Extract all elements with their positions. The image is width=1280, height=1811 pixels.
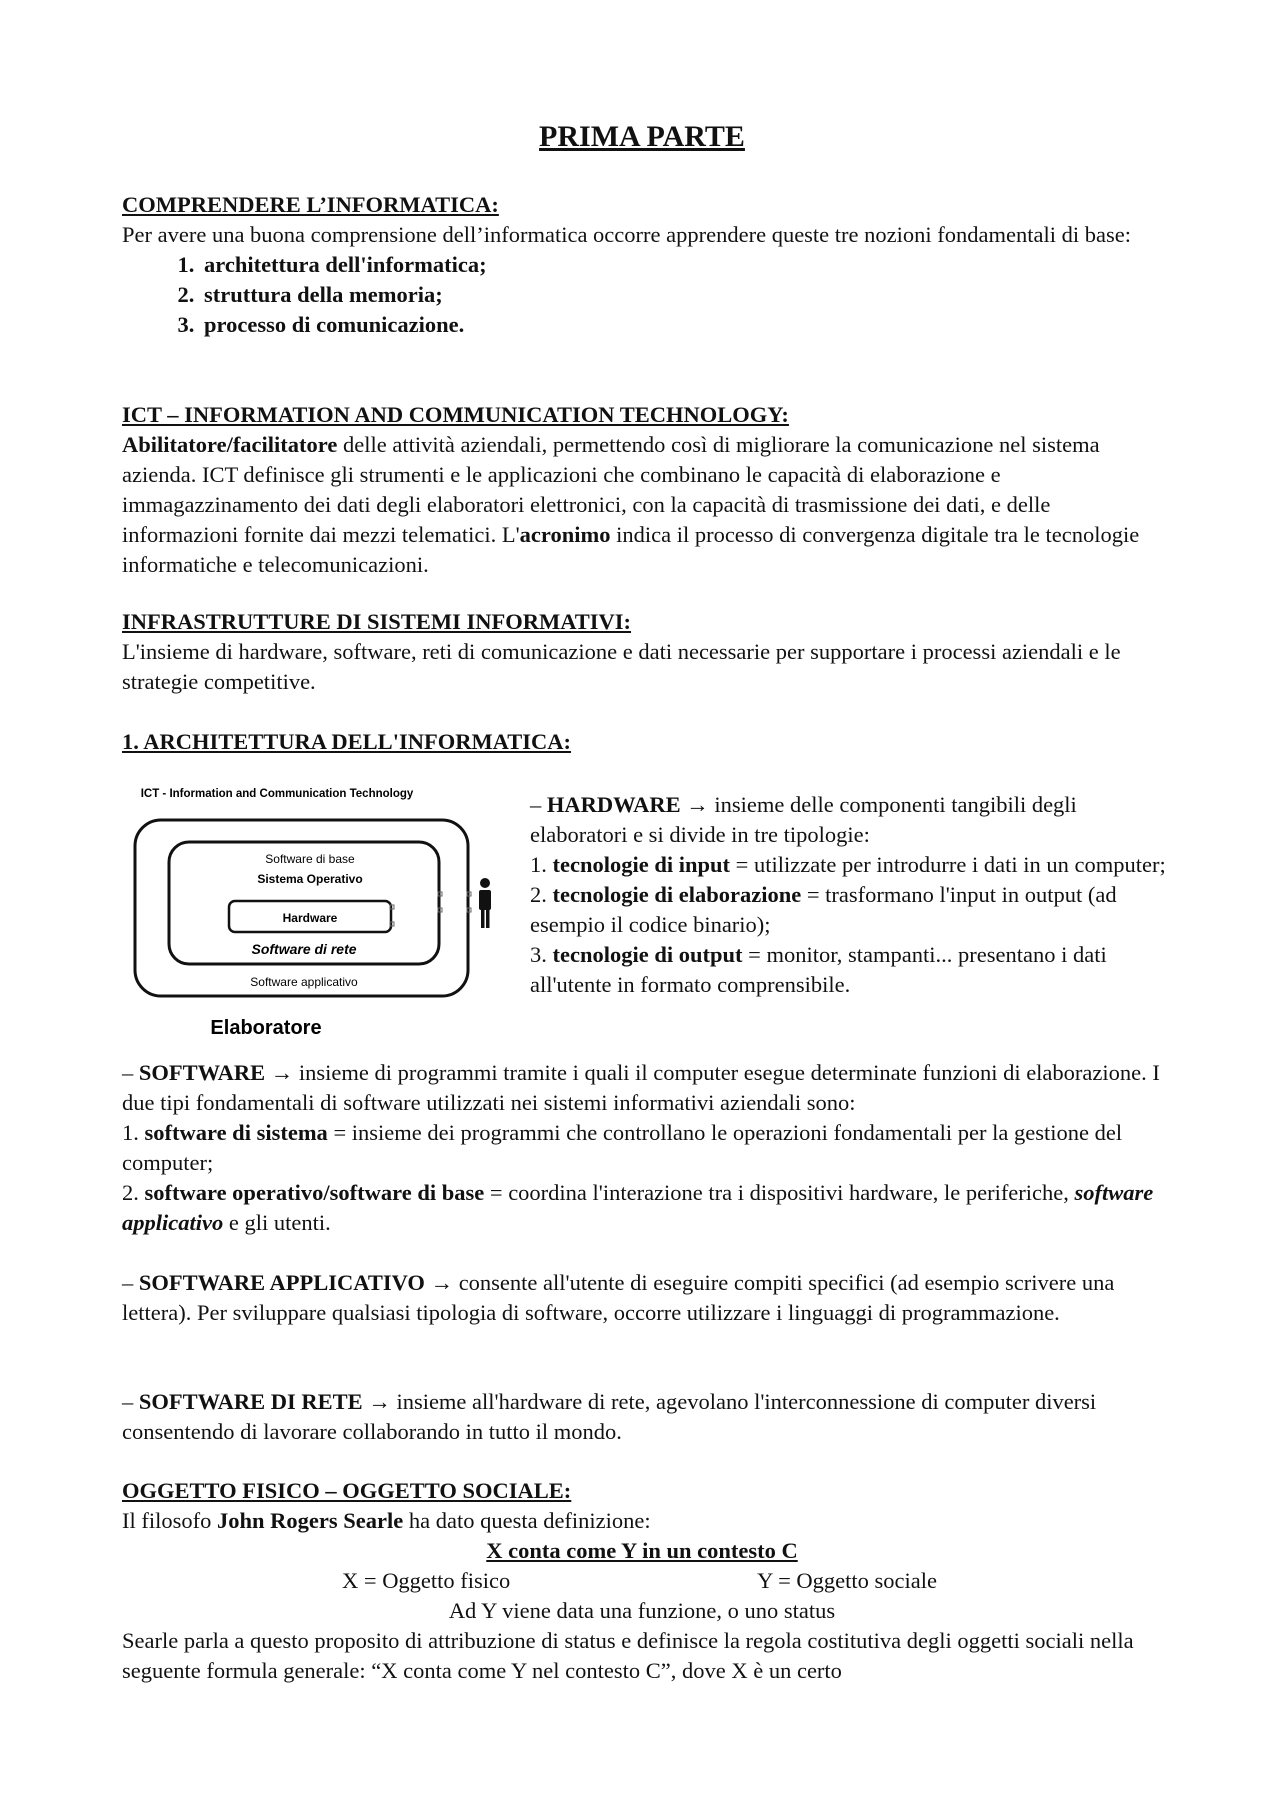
bold-term: SOFTWARE	[138, 1060, 266, 1085]
section-heading: 1. ARCHITETTURA DELL'INFORMATICA:	[122, 729, 572, 754]
item-number: 1.	[122, 1120, 145, 1145]
text-run: → consente all'utente di eseguire compiti specifici (ad esempio scrivere una lettera). Per sviluppare qualsiasi tipologia di software, occorre utilizzare i linguaggi di programmazione.	[122, 1270, 1115, 1325]
section-heading: COMPRENDERE L’INFORMATICA:	[122, 192, 499, 217]
text-run: → insieme delle componenti tangibili degli elaboratori e si divide in tre tipologie:	[530, 792, 1077, 847]
software-applicativo-section	[122, 1268, 1162, 1328]
section-heading: INFRASTRUTTURE DI SISTEMI INFORMATIVI:	[122, 609, 632, 634]
bold-term: tecnologie di elaborazione	[552, 882, 802, 907]
bold-italic-term: software applicativo	[122, 1180, 1154, 1235]
text-run: delle attività aziendali, permettendo così di migliorare la comunicazione nel sistema azienda. ICT definisce gli strumenti e le applicazioni che combinano le capacità di elaborazione e immagazzinamento dei dati degli elaboratori elettronici, con la capacità di trasmissione dei dati, e delle informazioni fornite dai mezzi telematici. L'	[122, 432, 1100, 547]
bold-term: tecnologie di input	[552, 852, 731, 877]
paragraph	[122, 1178, 1162, 1238]
paragraph: Per avere una buona comprensione dell’informatica occorre apprendere queste tre nozioni fondamentali di base:	[122, 222, 1131, 247]
text-run: = trasformano l'input in output (ad esempio il codice binario);	[530, 882, 1117, 937]
section-heading: ICT – INFORMATION AND COMMUNICATION TECHNOLOGY:	[122, 402, 789, 427]
list-item: 2. struttura della memoria;	[200, 280, 1162, 310]
elaboratore-diagram	[122, 780, 497, 1042]
bold-term: tecnologie di output	[552, 942, 743, 967]
hardware-label: Hardware	[282, 911, 338, 925]
software-applicativo-label: Software applicativo	[250, 975, 358, 989]
elaboratore-caption: Elaboratore	[210, 1017, 322, 1039]
list-item: 1. architettura dell'informatica;	[200, 250, 1162, 280]
formula-text: X conta come Y in un contesto C	[486, 1538, 798, 1563]
paragraph	[122, 430, 1162, 580]
section-ict	[122, 400, 1162, 580]
paragraph: – SOFTWARE DI RETE → insieme all'hardware di rete, agevolano l'interconnessione di computer diversi consentendo di lavorare collaborando in tutto il mondo.	[122, 1389, 1097, 1444]
text-run: Il filosofo	[122, 1508, 217, 1533]
list-item: 3. processo di comunicazione.	[200, 310, 1162, 340]
x-definition: X = Oggetto fisico	[342, 1568, 511, 1593]
text-run: indica il processo di convergenza digitale tra le tecnologie informatiche e telecomunicazioni.	[122, 522, 1140, 577]
bold-term: software di sistema	[144, 1120, 328, 1145]
text-run: = utilizzate per introdurre i dati in un computer;	[730, 852, 1166, 877]
paragraph	[530, 850, 1170, 880]
software-base-label: Software di base	[265, 852, 355, 866]
section-infrastrutture	[122, 607, 1162, 697]
item-number: 2.	[122, 1180, 145, 1205]
text-run: = coordina l'interazione tra i dispositivi hardware, le periferiche,	[484, 1180, 1075, 1205]
text-run: ha dato questa definizione:	[403, 1508, 651, 1533]
item-number: 2.	[530, 882, 553, 907]
software-rete-section	[122, 1387, 1162, 1447]
text-run: = monitor, stampanti... presentano i dati all'utente in formato comprensibile.	[530, 942, 1107, 997]
outer-frame	[135, 820, 468, 996]
section-architettura	[122, 727, 1162, 757]
software-rete-label: Software di rete	[251, 941, 357, 957]
page-title: PRIMA PARTE	[539, 120, 745, 153]
hardware-description	[530, 790, 1170, 1000]
formula	[122, 1536, 1162, 1566]
sistema-operativo-label: Sistema Operativo	[257, 872, 363, 886]
text-run: → insieme all'hardware di rete, agevolano l'interconnessione di computer diversi consentendo di lavorare collaborando in tutto il mondo.	[122, 1389, 1097, 1444]
person-icon	[479, 878, 491, 928]
paragraph: Searle parla a questo proposito di attribuzione di status e definisce la regola costitutiva degli oggetti sociali nella seguente formula generale: “X conta come Y nel contesto C”, dove X è un certo	[122, 1628, 1134, 1683]
section-oggetto	[122, 1476, 1162, 1686]
item-number: 3.	[530, 942, 553, 967]
function-line: Ad Y viene data una funzione, o uno status	[448, 1598, 836, 1623]
software-section	[122, 1058, 1162, 1238]
bold-term: Abilitatore/facilitatore	[122, 432, 338, 457]
bold-term: John Rogers Searle	[217, 1508, 404, 1533]
bold-term: SOFTWARE DI RETE	[138, 1389, 363, 1414]
y-definition: Y = Oggetto sociale	[757, 1568, 937, 1593]
paragraph: – SOFTWARE → insieme di programmi tramite i quali il computer esegue determinate funzioni di elaborazione. I due tipi fondamentali di software utilizzati nei sistemi informativi aziendali sono:	[122, 1060, 1160, 1115]
paragraph	[122, 1118, 1162, 1178]
text-run: → insieme di programmi tramite i quali il computer esegue determinate funzioni di elaborazione. I due tipi fondamentali di software utilizzati nei sistemi informativi aziendali sono:	[122, 1060, 1160, 1115]
bold-term: HARDWARE	[546, 792, 681, 817]
paragraph: – HARDWARE → insieme delle componenti tangibili degli elaboratori e si divide in tre tipologie:	[530, 792, 1077, 847]
text-run: e gli utenti.	[223, 1210, 331, 1235]
paragraph	[530, 880, 1170, 940]
bold-term: SOFTWARE APPLICATIVO	[138, 1270, 425, 1295]
paragraph	[122, 1506, 1162, 1536]
item-number: 1.	[530, 852, 553, 877]
paragraph	[530, 940, 1170, 1000]
paragraph: L'insieme di hardware, software, reti di comunicazione e dati necessarie per supportare i processi aziendali e le strategie competitive.	[122, 639, 1121, 694]
diagram-top-label: ICT - Information and Communication Technology	[140, 788, 414, 800]
paragraph: – SOFTWARE APPLICATIVO → consente all'utente di eseguire compiti specifici (ad esempio scrivere una lettera). Per sviluppare qualsiasi tipologia di software, occorre utilizzare i linguaggi di programmazione.	[122, 1270, 1115, 1325]
formula-definitions	[122, 1566, 1162, 1596]
section-comprendere	[122, 190, 1162, 340]
connector-dots	[390, 892, 471, 926]
diagram-svg	[122, 780, 497, 1042]
section-heading: OGGETTO FISICO – OGGETTO SOCIALE:	[122, 1478, 572, 1503]
numbered-list	[122, 250, 1162, 340]
bold-term: acronimo	[519, 522, 611, 547]
text-run: = insieme dei programmi che controllano le operazioni fondamentali per la gestione del computer;	[122, 1120, 1123, 1175]
bold-term: software operativo/software di base	[144, 1180, 485, 1205]
